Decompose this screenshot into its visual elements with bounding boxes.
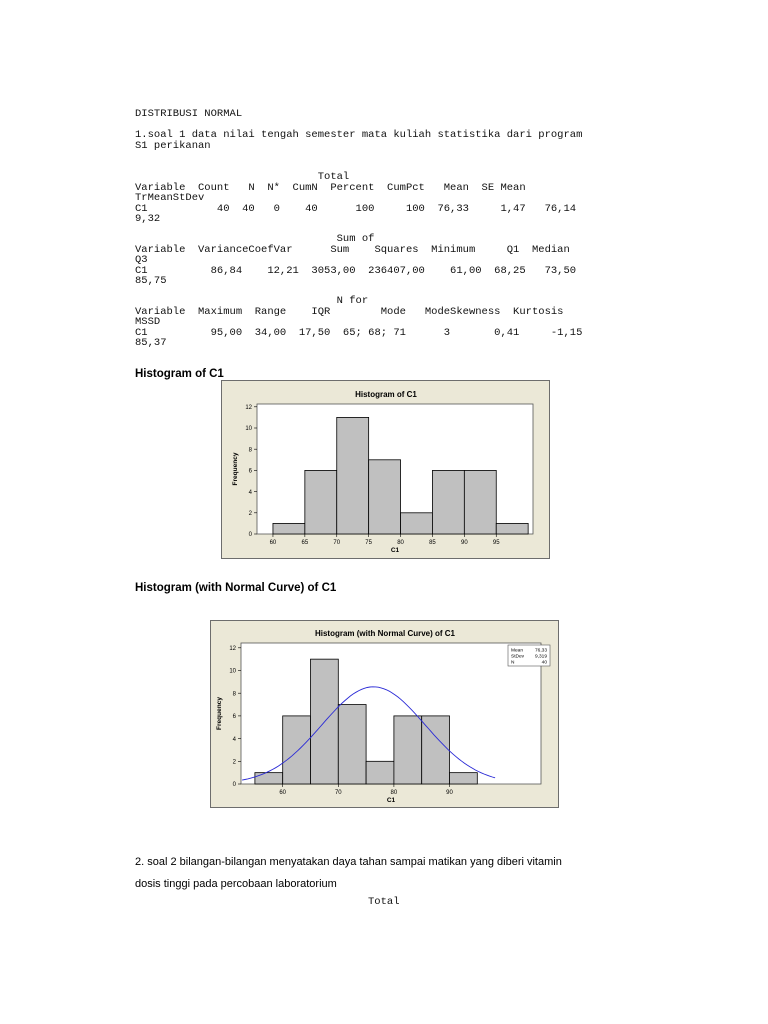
histogram-bar xyxy=(394,716,422,784)
histogram-1-heading: Histogram of C1 xyxy=(135,368,224,380)
x-tick-label: 65 xyxy=(301,540,309,546)
x-tick-label: 85 xyxy=(429,540,436,546)
stats-block-2: Sum of Variable VarianceCoefVar Sum Squares Minimum Q1 Median Q3 C1 86,84 12,21 3053,00 236407,00 61,00 68,25 73,50 85,75 xyxy=(135,233,577,288)
question-2-line-2: dosis tinggi pada percobaan laboratorium xyxy=(135,878,337,890)
legend-value: 9,319 xyxy=(534,654,547,660)
x-tick-label: 80 xyxy=(397,540,404,546)
histogram-2-chart xyxy=(211,621,558,807)
y-tick-label: 12 xyxy=(245,405,252,411)
x-tick-label: 95 xyxy=(492,540,500,546)
histogram-bar xyxy=(337,417,369,534)
histogram-bar xyxy=(450,773,478,784)
histogram-bar xyxy=(305,470,337,534)
histogram-bar xyxy=(366,761,394,784)
histogram-bar xyxy=(464,470,496,534)
legend-value: 40 xyxy=(541,660,547,666)
x-tick-label: 90 xyxy=(461,540,468,546)
histogram-bar xyxy=(283,716,311,784)
y-tick-label: 8 xyxy=(232,691,236,698)
y-axis-label: Frequency xyxy=(232,452,239,486)
y-tick-label: 4 xyxy=(232,736,236,743)
x-tick-label: 80 xyxy=(390,790,398,796)
chart-title: Histogram (with Normal Curve) of C1 xyxy=(314,629,456,638)
y-tick-label: 0 xyxy=(248,532,252,539)
y-tick-label: 8 xyxy=(248,447,252,454)
y-tick-label: 12 xyxy=(229,646,236,652)
question-2-line-1: 2. soal 2 bilangan-bilangan menyatakan daya tahan sampai matikan yang diberi vitamin xyxy=(135,856,562,868)
y-tick-label: 6 xyxy=(248,468,252,475)
y-tick-label: 2 xyxy=(248,511,252,517)
doc-title: DISTRIBUSI NORMAL xyxy=(135,108,243,120)
histogram-bar xyxy=(273,523,305,534)
question-1-line-1: 1.soal 1 data nilai tengah semester mata kuliah statistika dari program xyxy=(135,129,583,141)
y-tick-label: 4 xyxy=(248,489,252,496)
question-2-total: Total xyxy=(368,896,400,908)
histogram-bar xyxy=(369,460,401,534)
stats-block-1: Total Variable Count N N* CumN Percent CumPct Mean SE Mean TrMeanStDev C1 40 40 0 40 100 100 76,33 1,47 76,14 9,32 xyxy=(135,171,577,226)
histogram-bar xyxy=(401,513,433,534)
histogram-bar xyxy=(255,773,283,784)
legend-label: Mean xyxy=(511,648,523,654)
y-tick-label: 10 xyxy=(229,668,236,675)
histogram-1-chart xyxy=(222,381,549,558)
y-axis-label: Frequency xyxy=(216,697,223,730)
histogram-bar xyxy=(496,523,528,534)
histogram-2-frame xyxy=(210,620,559,808)
histogram-bar xyxy=(338,705,366,784)
y-tick-label: 10 xyxy=(245,426,252,433)
x-axis-label: C1 xyxy=(386,797,396,804)
legend-label: StDev xyxy=(511,654,525,660)
x-axis-label: C1 xyxy=(390,547,400,554)
x-tick-label: 75 xyxy=(365,540,372,546)
x-tick-label: 60 xyxy=(269,540,277,546)
x-tick-label: 90 xyxy=(446,790,453,796)
histogram-1-frame xyxy=(221,380,550,559)
legend-value: 76,33 xyxy=(534,648,547,654)
legend-label: N xyxy=(511,660,515,666)
y-tick-label: 0 xyxy=(232,782,236,789)
y-tick-label: 2 xyxy=(232,759,236,766)
histogram-2-heading: Histogram (with Normal Curve) of C1 xyxy=(135,582,337,594)
x-tick-label: 60 xyxy=(279,790,287,796)
x-tick-label: 70 xyxy=(333,540,341,546)
histogram-bar xyxy=(432,470,464,534)
stats-block-3: N for Variable Maximum Range IQR Mode ModeSkewness Kurtosis MSSD C1 95,00 34,00 17,50 65; 68; 71 3 0,41 -1,15 85,37 xyxy=(135,295,583,350)
y-tick-label: 6 xyxy=(232,714,236,721)
x-tick-label: 70 xyxy=(334,790,342,796)
chart-title: Histogram of C1 xyxy=(355,390,417,399)
question-1-line-2: S1 perikanan xyxy=(135,140,211,152)
